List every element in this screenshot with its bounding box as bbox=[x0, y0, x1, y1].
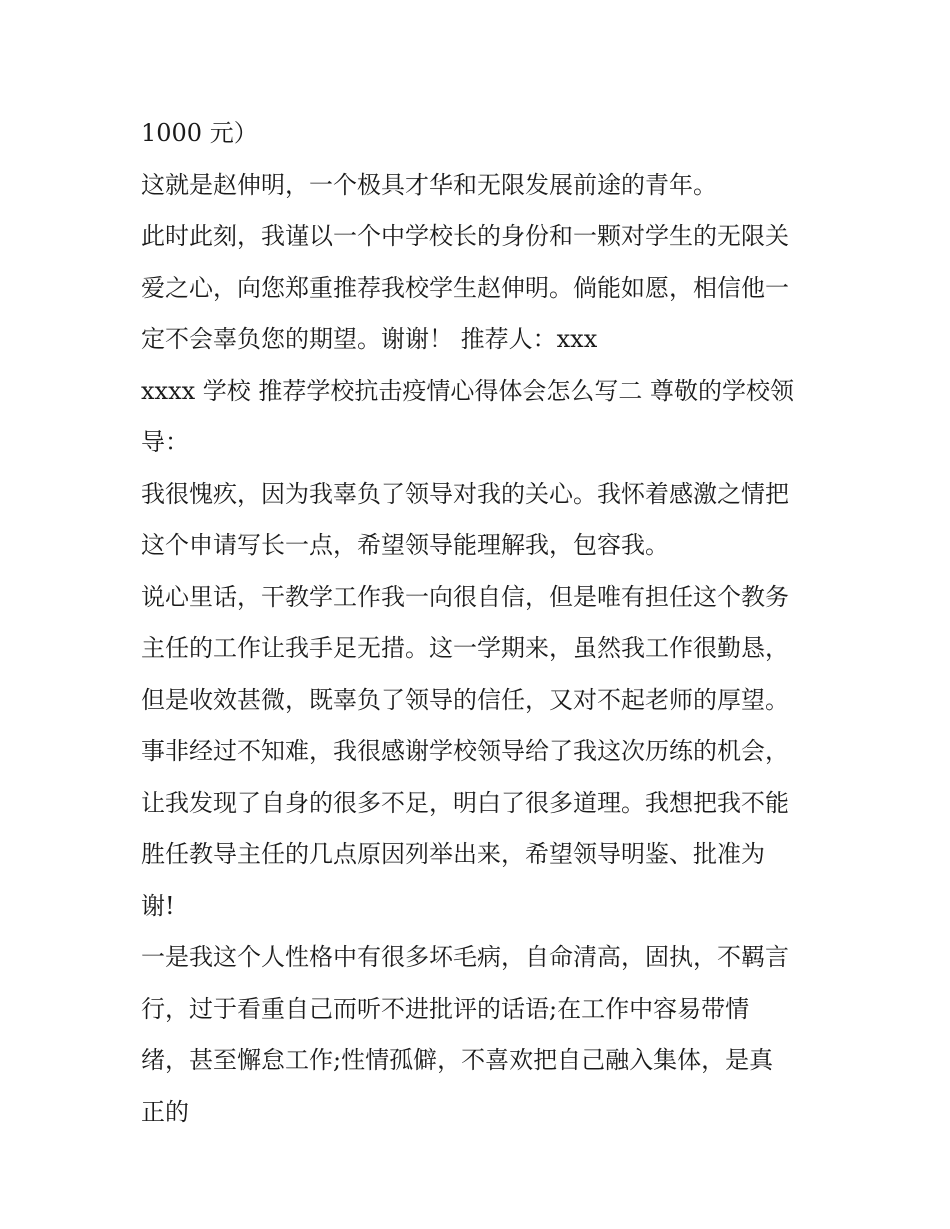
text-line: 胜任教导主任的几点原因列举出来，希望领导明鉴、批准为 bbox=[141, 840, 765, 868]
text-line: xxxx 学校 推荐学校抗击疫情心得体会怎么写二 尊敬的学校领 bbox=[141, 376, 795, 405]
text-line: 谢! bbox=[141, 891, 175, 920]
text-line: 主任的工作让我手足无措。这一学期来，虽然我工作很勤恳， bbox=[141, 634, 789, 662]
text-line: 这个申请写长一点，希望领导能理解我，包容我。 bbox=[141, 531, 669, 559]
text-line: 一是我这个人性格中有很多坏毛病，自命清高，固执，不羁言 bbox=[141, 943, 789, 971]
text-line: 绪，甚至懈怠工作;性情孤僻，不喜欢把自己融入集体，是真 bbox=[141, 1046, 774, 1074]
text-line: 定不会辜负您的期望。谢谢！ 推荐人：xxx bbox=[141, 325, 598, 353]
text-line: 这就是赵伸明，一个极具才华和无限发展前途的青年。 bbox=[141, 170, 717, 199]
document-body bbox=[141, 108, 821, 1138]
text-line: 但是收效甚微，既辜负了领导的信任，又对不起老师的厚望。 bbox=[141, 685, 789, 714]
text-line: 我很愧疚，因为我辜负了领导对我的关心。我怀着感激之情把 bbox=[141, 479, 789, 508]
text-line: 爱之心，向您郑重推荐我校学生赵伸明。倘能如愿，相信他一 bbox=[141, 273, 789, 302]
text-line: 此时此刻，我谨以一个中学校长的身份和一颗对学生的无限关 bbox=[141, 222, 789, 250]
text-line: 事非经过不知难，我很感谢学校领导给了我这次历练的机会， bbox=[141, 737, 789, 765]
text-line: 让我发现了自身的很多不足，明白了很多道理。我想把我不能 bbox=[141, 788, 789, 817]
text-line: 说心里话，干教学工作我一向很自信，但是唯有担任这个教务 bbox=[141, 582, 789, 611]
text-line: 行，过于看重自己而听不进批评的话语;在工作中容易带情 bbox=[141, 994, 750, 1023]
text-line: 1000 元） bbox=[141, 119, 258, 147]
text-line: 正的 bbox=[141, 1097, 189, 1126]
text-line: 导： bbox=[141, 428, 189, 456]
